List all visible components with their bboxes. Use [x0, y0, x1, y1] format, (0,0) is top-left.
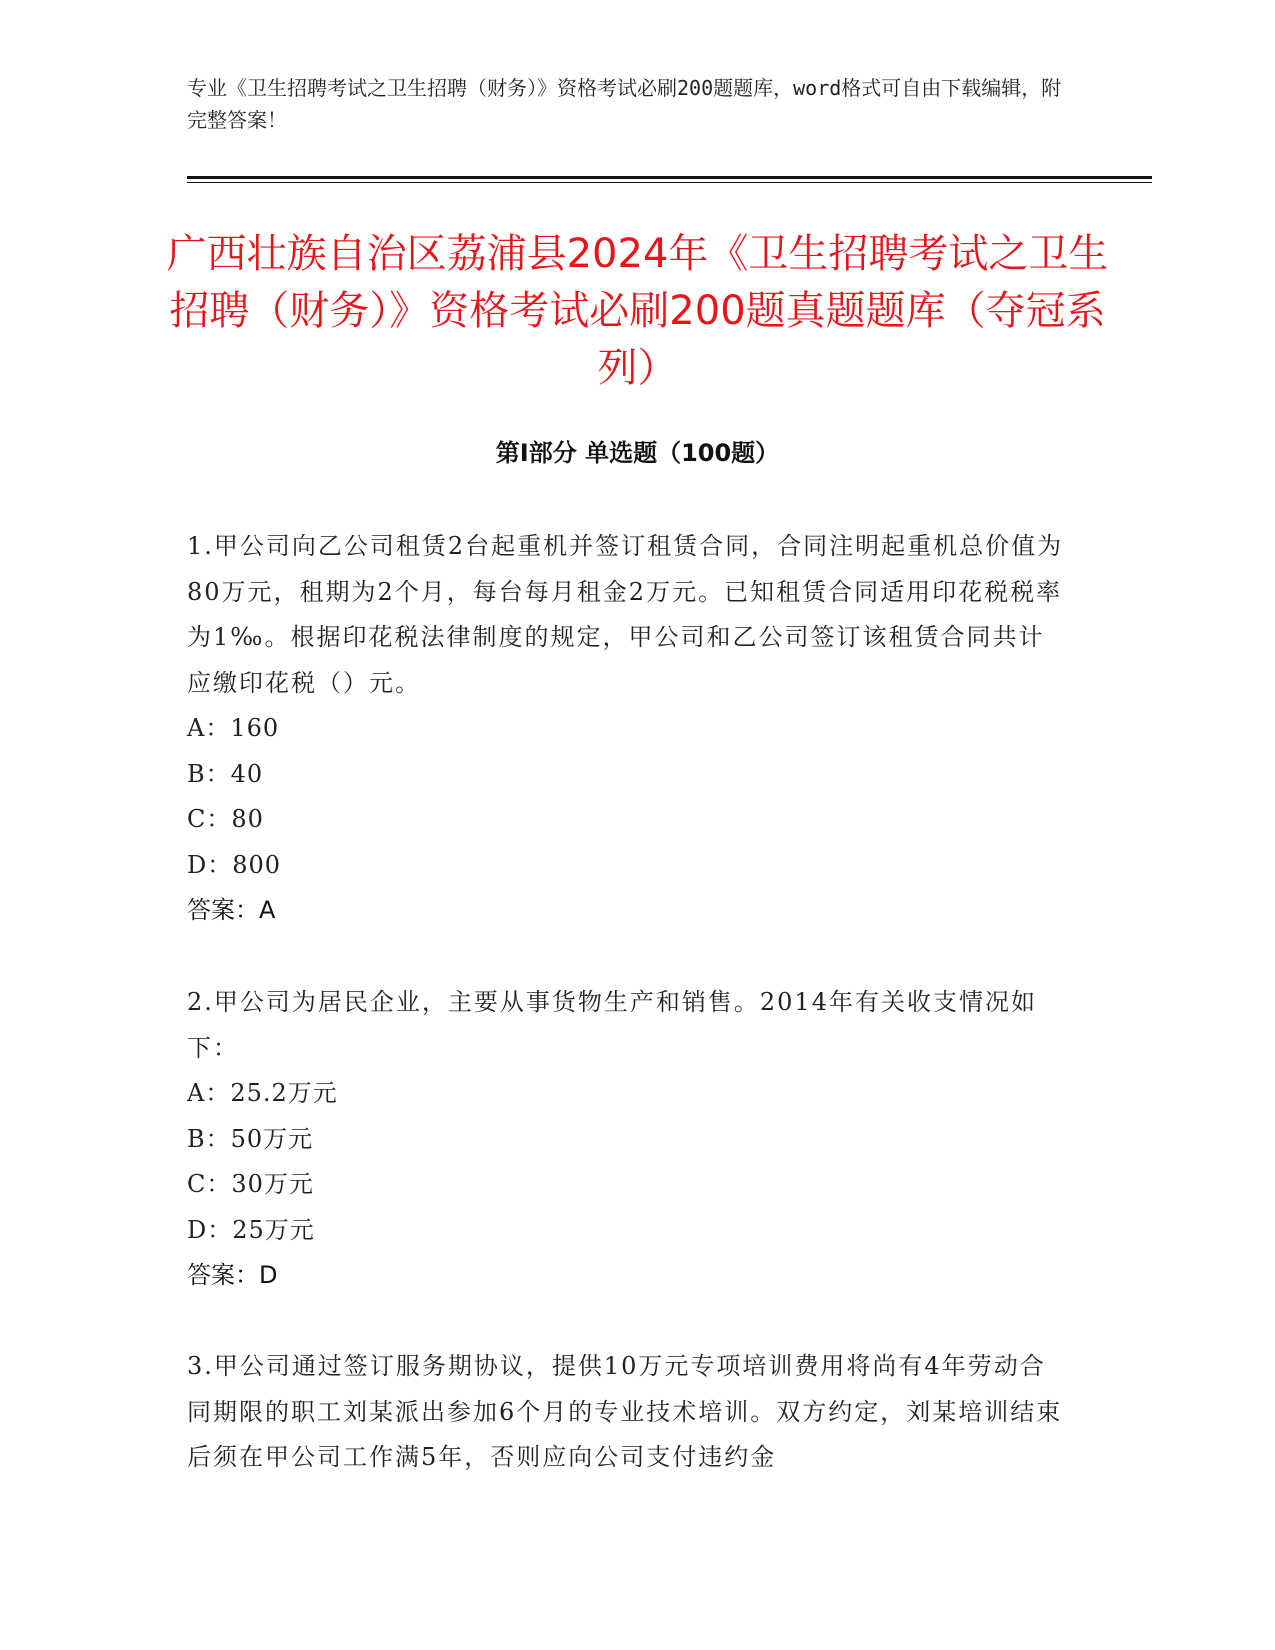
question-2: [187, 980, 1067, 1299]
option-c: C：30万元: [187, 1170, 314, 1198]
document-title: 广西壮族自治区荔浦县2024年《卫生招聘考试之卫生招聘（财务）》资格考试必刷200题真题题库（夺冠系列）: [166, 231, 1109, 391]
header-divider-thin: [187, 182, 1152, 183]
header-divider-thick: [187, 176, 1152, 179]
question-stem: 1.甲公司向乙公司租赁2台起重机并签订租赁合同，合同注明起重机总价值为80万元，租期为2个月，每台每月租金2万元。已知租赁合同适用印花税税率为1‰。根据印花税法律制度的规定，甲公司和乙公司签订该租赁合同共计应缴印花税（）元。: [187, 532, 1064, 697]
question-1: [187, 524, 1067, 934]
section-heading: 第I部分 单选题（100题）: [495, 439, 780, 467]
question-3: [187, 1344, 1067, 1481]
question-stem: 3.甲公司通过签订服务期协议，提供10万元专项培训费用将尚有4年劳动合同期限的职工刘某派出参加6个月的专业技术培训。双方约定，刘某培训结束后须在甲公司工作满5年，否则应向公司支付违约金: [187, 1352, 1063, 1471]
option-b: B：40: [187, 759, 264, 788]
answer: 答案：D: [187, 1261, 278, 1289]
header-note: 专业《卫生招聘考试之卫生招聘（财务）》资格考试必刷200题题库，word格式可自由下载编辑，附完整答案！: [187, 76, 1062, 132]
option-c: C：80: [187, 805, 264, 833]
answer: 答案：A: [187, 896, 276, 924]
option-b: B：50万元: [187, 1124, 314, 1153]
option-a: A：25.2万元: [187, 1079, 338, 1107]
option-a: A：160: [187, 714, 280, 742]
question-stem: 2.甲公司为居民企业，主要从事货物生产和销售。2014年有关收支情况如下：: [187, 988, 1037, 1062]
option-d: D：800: [187, 850, 282, 879]
option-d: D：25万元: [187, 1215, 315, 1244]
